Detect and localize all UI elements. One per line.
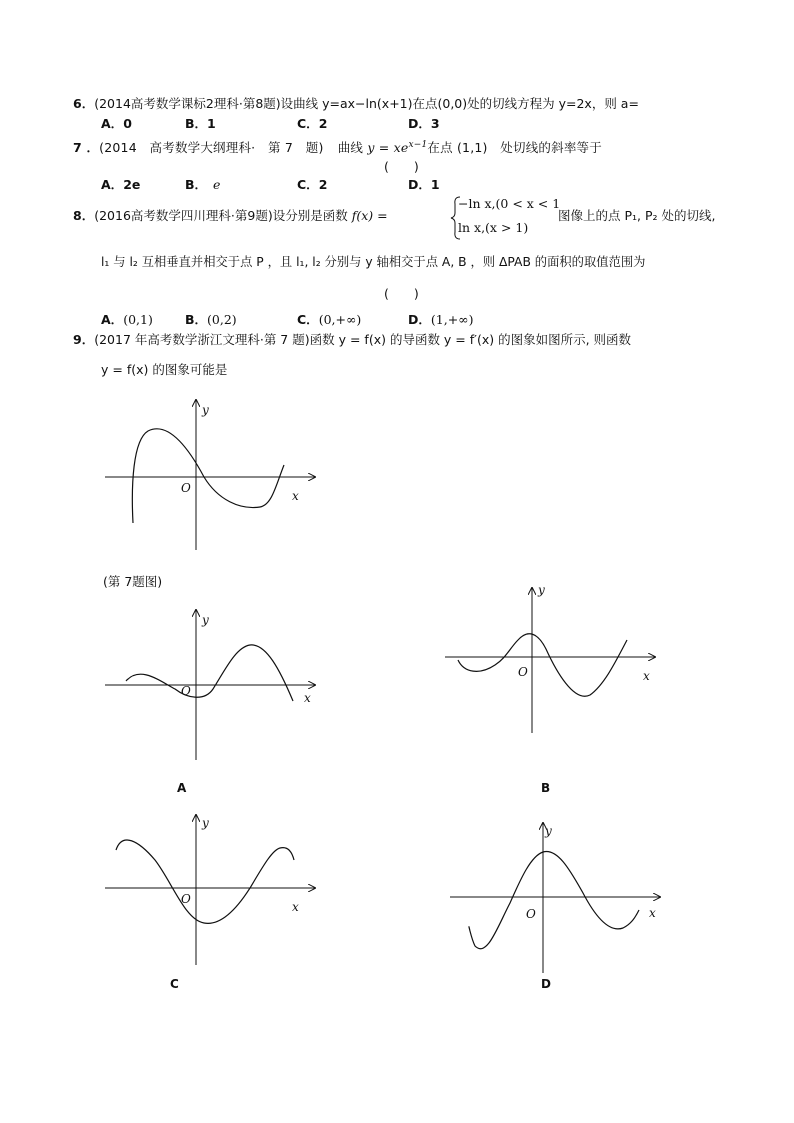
q8-fx: f(x) = [351, 208, 388, 223]
choice-c-curve [116, 840, 294, 923]
derivative-curve [132, 429, 284, 523]
q7-option-d[interactable]: D．1 [408, 177, 440, 192]
q9-stem: 函数 y = f(x) 的导函数 y = f′(x) 的图象如图所示, 则函数 [309, 332, 632, 347]
choice-d-y-label: y [545, 824, 552, 838]
q8-stem-pre: 设分别是函数 [272, 208, 348, 223]
q6-option-d[interactable]: D．3 [408, 116, 440, 131]
question-6 [73, 96, 639, 112]
q8-piece-1: −ln x,(0 < x < 1 [458, 196, 561, 211]
choice-d-origin-label: O [526, 907, 536, 921]
q7-stem-post: 在点 (1,1) 处切线的斜率等于 [427, 140, 602, 156]
q7-answer-paren: ( ) [384, 159, 419, 174]
q8-option-d[interactable]: D． (1,+∞) [408, 312, 474, 327]
q7-number: 7 ． [73, 140, 100, 156]
choice-c-y-label: y [202, 816, 209, 830]
choice-d-label[interactable]: D [541, 977, 551, 991]
choice-a-graph[interactable] [100, 605, 325, 765]
q9-number: 9． [73, 332, 95, 347]
q7-option-a[interactable]: A．2e [101, 177, 141, 192]
derivative-graph [100, 395, 325, 555]
choice-b-x-label: x [643, 669, 650, 683]
choice-a-curve [126, 645, 293, 701]
choice-c-label[interactable]: C [170, 977, 179, 991]
q6-number: 6． [73, 96, 95, 111]
q7-option-b[interactable]: B． e [185, 177, 221, 192]
figure-caption: (第 7题图) [103, 574, 163, 589]
choice-a-x-label: x [304, 691, 311, 705]
choice-c-origin-label: O [181, 892, 191, 906]
q8-option-a[interactable]: A． (0,1) [101, 312, 153, 327]
q7-stem-pre: 曲线 [337, 140, 364, 156]
q6-option-c[interactable]: C．2 [297, 116, 328, 131]
choice-c-x-label: x [292, 900, 299, 914]
choice-b-origin-label: O [518, 665, 528, 679]
q8-line2: l₁ 与 l₂ 互相垂直并相交于点 P ，且 l₁, l₂ 分别与 y 轴相交于点 A, B ，则 ΔPAB 的面积的取值范围为 [101, 255, 646, 269]
choice-b-curve [458, 634, 627, 696]
q6-stem: 设曲线 y=ax−ln(x+1)在点(0,0)处的切线方程为 y=2x，则 a= [280, 96, 639, 111]
q8-source: (2016高考数学四川理科·第9题) [94, 208, 273, 223]
choice-c-graph[interactable] [100, 810, 325, 970]
q8-answer-paren: ( ) [384, 286, 419, 301]
q9-source: (2017 年高考数学浙江文理科·第 7 题) [94, 332, 310, 347]
deriv-y-label: y [202, 403, 209, 417]
q8-option-b[interactable]: B． (0,2) [185, 312, 237, 327]
q8-stem-post: 图像上的点 P₁, P₂ 处的切线, [558, 208, 716, 223]
q6-option-a[interactable]: A．0 [101, 116, 132, 131]
deriv-origin-label: O [181, 481, 191, 495]
q8-piece-2: ln x,(x > 1) [458, 220, 529, 235]
choice-d-graph[interactable] [445, 818, 670, 978]
q8-number: 8． [73, 208, 95, 223]
q9-stem-2: y = f(x) 的图象可能是 [101, 362, 228, 377]
choice-a-label[interactable]: A [177, 781, 187, 795]
q6-source: (2014高考数学课标2理科·第8题) [94, 96, 281, 111]
choice-b-graph[interactable] [440, 583, 665, 738]
question-7 [73, 137, 602, 156]
question-8 [73, 208, 388, 224]
choice-b-y-label: y [538, 583, 545, 597]
choice-a-origin-label: O [181, 684, 191, 698]
q6-option-b[interactable]: B．1 [185, 116, 216, 131]
choice-d-curve [469, 851, 639, 948]
choice-b-label[interactable]: B [541, 781, 551, 795]
q7-formula: $y = xe^{x-1}$ [367, 140, 428, 156]
deriv-x-label: x [292, 489, 299, 503]
q8-option-c[interactable]: C． (0,+∞) [297, 312, 362, 327]
choice-a-y-label: y [202, 613, 209, 627]
q7-option-c[interactable]: C．2 [297, 177, 328, 192]
question-9 [73, 332, 631, 348]
choice-d-x-label: x [649, 906, 656, 920]
q7-source: (2014 高考数学大纲理科· 第 7 题) [99, 140, 324, 156]
